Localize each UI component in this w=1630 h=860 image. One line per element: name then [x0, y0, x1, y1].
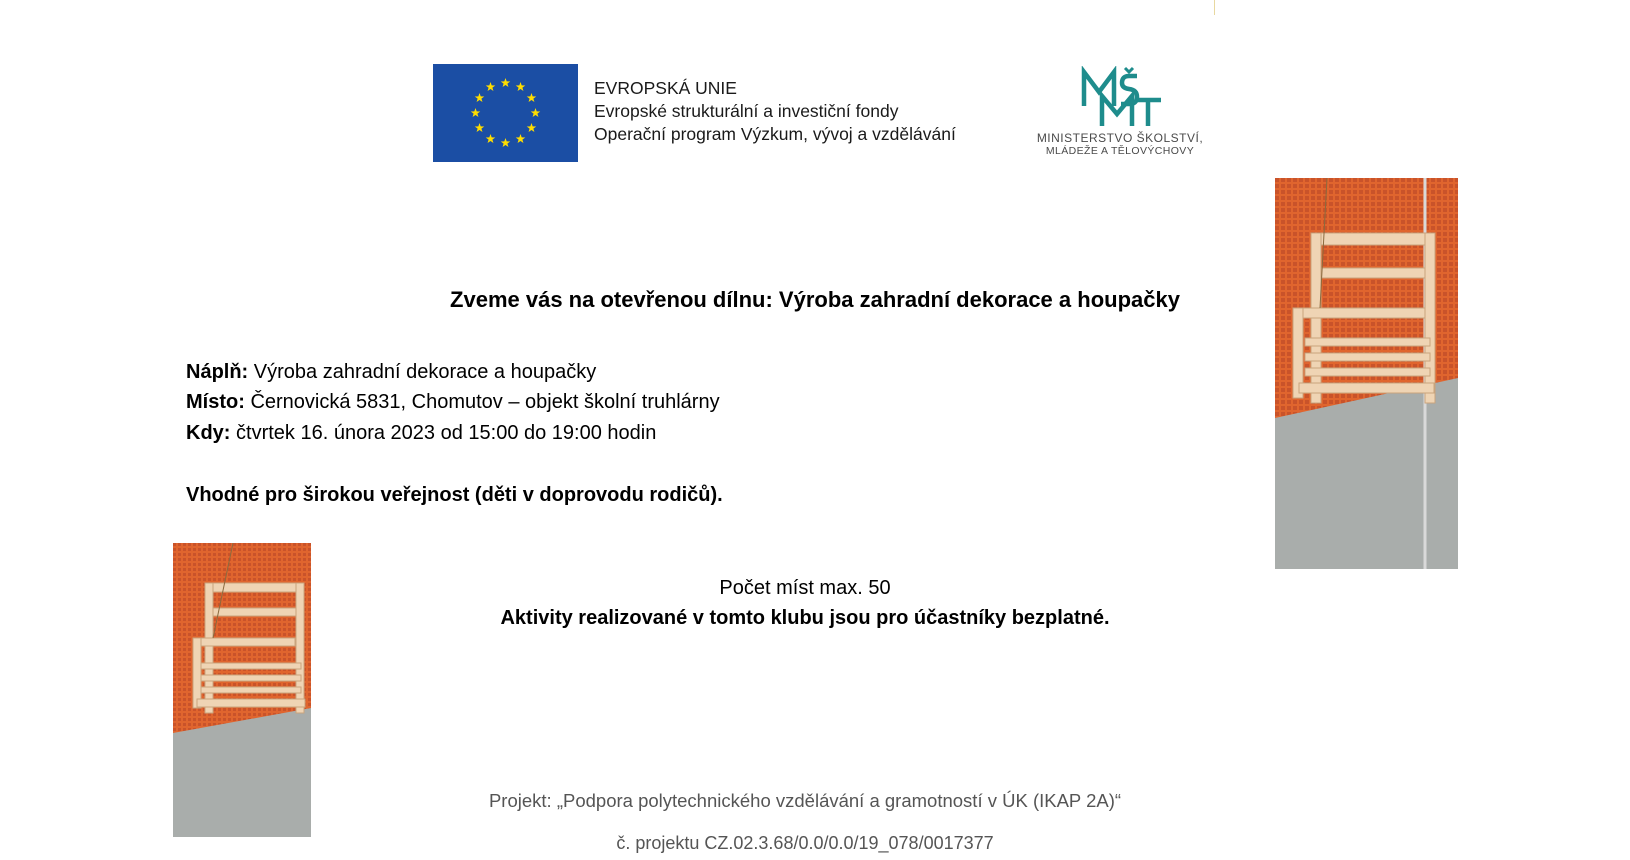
detail-value: Černovická 5831, Chomutov – objekt školní truhlárny: [250, 391, 720, 413]
ministry-name-line: MINISTERSTVO ŠKOLSTVÍ,: [1036, 131, 1204, 145]
detail-row-content: [186, 361, 596, 384]
page-edge-line: [1214, 0, 1215, 15]
invitation-title: Zveme vás na otevřenou dílnu: Výroba zahradní dekorace a houpačky: [450, 287, 1180, 312]
eu-logo-line: Evropské strukturální a investiční fondy: [594, 101, 899, 121]
detail-value: čtvrtek 16. února 2023 od 15:00 do 19:00 hodin: [236, 422, 657, 444]
detail-value: Výroba zahradní dekorace a houpačky: [253, 361, 597, 383]
eu-logo-line: EVROPSKÁ UNIE: [594, 78, 737, 98]
detail-row-when: [186, 422, 656, 445]
free-of-charge-note: Aktivity realizované v tomto klubu jsou pro účastníky bezplatné.: [500, 607, 1110, 629]
eu-flag-icon: [433, 64, 578, 162]
detail-label: Kdy:: [186, 422, 231, 444]
capacity-note: Počet míst max. 50: [719, 577, 891, 599]
project-number: č. projektu CZ.02.3.68/0.0/0.0/19_078/0017377: [616, 833, 994, 853]
audience-note: Vhodné pro širokou veřejnost (děti v doprovodu rodičů).: [186, 484, 723, 506]
eu-logo-line: Operační program Výzkum, vývoj a vzdělávání: [594, 124, 956, 144]
detail-row-place: [186, 391, 720, 414]
wooden-swing-photo: [173, 543, 311, 837]
swing-illustration: [173, 543, 311, 837]
project-name: Projekt: „Podpora polytechnického vzdělávání a gramotností v ÚK (IKAP 2A)“: [488, 790, 1122, 811]
detail-label: Místo:: [186, 391, 245, 413]
ministry-name-line: MLÁDEŽE A TĚLOVÝCHOVY: [1045, 145, 1195, 157]
swing-illustration: [1275, 178, 1458, 569]
eu-logo-text: [594, 77, 956, 146]
wooden-swing-photo: [1275, 178, 1458, 569]
detail-label: Náplň:: [186, 361, 249, 383]
